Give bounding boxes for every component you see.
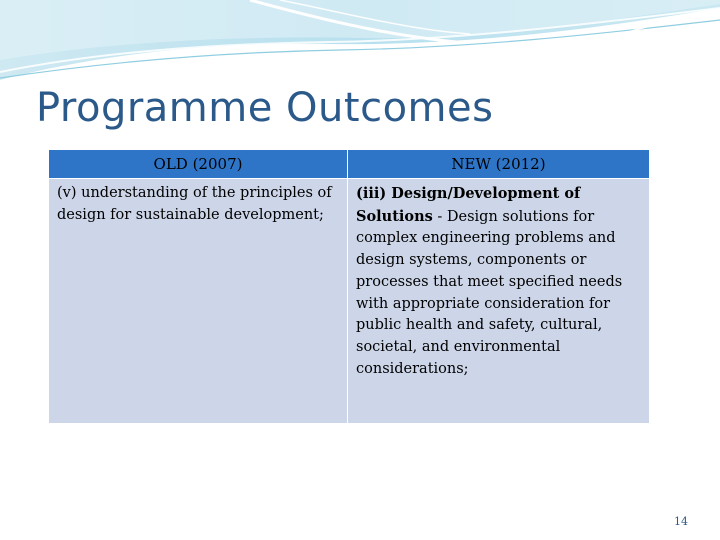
cell-new-outcome [348, 179, 650, 424]
slide-number: 14 [674, 515, 688, 528]
outcomes-comparison-table [48, 149, 650, 424]
table-header-row [49, 150, 650, 179]
header-old: OLD (2007) [49, 150, 348, 179]
new-outcome-description: - Design solutions for complex engineering problems and design systems, components or processes that meet specified needs with appropriate consideration for public health and safety, cultural, societal, and environmental considerations; [356, 208, 623, 377]
new-outcome-heading: (iii) Design/Development of Solutions [356, 185, 581, 225]
header-new: NEW (2012) [348, 150, 650, 179]
cell-old-outcome: (v) understanding of the principles of design for sustainable development; [49, 179, 348, 424]
slide-title: Programme Outcomes [36, 85, 494, 131]
table-row [49, 179, 650, 424]
